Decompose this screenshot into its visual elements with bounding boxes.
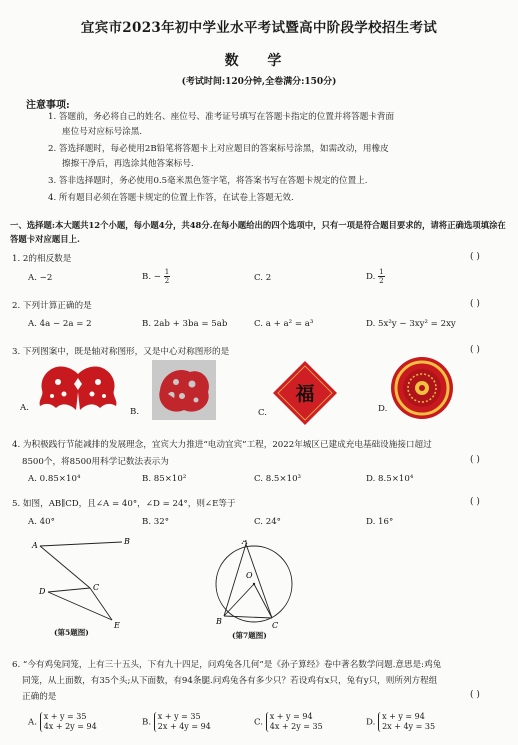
time-info: (考试时间:120分钟,全卷满分:150分)	[181, 77, 337, 87]
q2-option-b: B. 2ab + 3ba = 5ab	[142, 319, 228, 329]
notes-heading: 注意事项:	[26, 100, 70, 111]
q2-option-d: D. 5x²y − 3xy² = 2xy	[366, 319, 456, 329]
q6-option-d-system: x + y = 94 2x + 4y = 35	[378, 712, 435, 732]
q6-option-b-system: x + y = 35 2x + 4y = 94	[154, 712, 211, 732]
q4-option-b: B. 85×10²	[142, 474, 187, 484]
note-4: 4. 所有题目必须在答题卡规定的位置上作答，在试卷上答题无效.	[48, 193, 294, 203]
q5-option-d: D. 16°	[366, 517, 394, 527]
exam-title: 宜宾市2023年初中学业水平考试暨高中阶段学校招生考试	[80, 20, 438, 36]
q1-answer-paren: ( )	[470, 252, 480, 262]
q6-option-b	[142, 712, 211, 732]
q4-option-c: C. 8.5×10³	[254, 474, 301, 484]
q1-option-d-fraction: $\frac{1}{2}$	[379, 268, 384, 285]
q2-option-a: A. 4a − 2a = 2	[28, 319, 92, 329]
q6-option-a	[28, 712, 97, 732]
figure-q5-diagram	[28, 534, 138, 638]
q2-answer-paren: ( )	[470, 299, 480, 309]
q6-option-b-label: B.	[142, 717, 152, 728]
fu-character: 福	[295, 383, 315, 405]
subject-title: 数 学	[224, 53, 294, 69]
q3-option-b-label: B.	[130, 407, 140, 417]
q6-stem-line1: 6. “今有鸡兔同笼，上有三十五头，下有九十四足，问鸡兔各几何”是《孙子算经》卷中著名数学问题.意思是:鸡兔	[12, 660, 442, 670]
paper-cut-bats-image	[36, 362, 120, 416]
q4-option-d: D. 8.5×10⁴	[366, 474, 414, 484]
q3-option-d-label: D.	[378, 404, 388, 414]
point-d-label: D	[39, 587, 46, 596]
note-3: 3. 答非选择题时，务必使用0.5毫米黑色签字笔，将答案书写在答题卡规定的位置上.	[48, 176, 368, 186]
point-b-label: B	[124, 537, 130, 546]
q3-option-a-label: A.	[20, 403, 29, 413]
point-b-label-fig7: B	[216, 617, 222, 626]
q6-option-a-system: x + y = 35 4x + 2y = 94	[40, 712, 97, 732]
point-o-label: O	[246, 571, 253, 580]
q5-option-c: C. 24°	[254, 517, 281, 527]
section-1-heading: 一、选择题:本大题共12个小题，每小题4分，共48分.在每小题给出的四个选项中，只有一项是符合题目要求的，请将正确选项填涂在答题卡对应题目上.	[10, 220, 506, 244]
q3-stem: 3. 下列图案中，既是轴对称图形，又是中心对称图形的是	[12, 347, 230, 357]
q1-option-b	[142, 268, 170, 285]
q2-option-c: C. a + a² = a³	[254, 319, 314, 329]
point-c-label: C	[93, 583, 100, 592]
q5-stem: 5. 如图，AB∥CD，且∠A = 40°，∠D = 24°，则∠E等于	[12, 499, 236, 509]
note-1: 1. 答题前，务必将自己的姓名、座位号、准考证号填写在答题卡指定的位置并将答题卡背面	[48, 112, 395, 122]
paper-cut-flower-image	[152, 360, 216, 420]
note-1-cont: 座位号对应标号涂黑.	[62, 127, 143, 137]
round-pattern-image	[390, 356, 454, 420]
point-c-label-fig7: C	[272, 621, 279, 630]
q4-stem-line2: 8500个，将8500用科学记数法表示为	[22, 457, 169, 467]
q6-option-c	[254, 712, 323, 732]
q5-answer-paren: ( )	[470, 497, 480, 507]
q6-option-d-label: D.	[366, 717, 376, 728]
q6-option-c-label: C.	[254, 717, 264, 728]
q4-option-a: A. 0.85×10⁴	[28, 474, 81, 484]
q1-option-b-fraction: $\frac{1}{2}$	[164, 268, 170, 285]
q6-option-c-system: x + y = 94 4x + 2y = 35	[266, 712, 323, 732]
q6-option-d	[366, 712, 435, 732]
q6-option-a-label: A.	[28, 717, 37, 728]
note-2: 2. 答选择题时，每必使用2B铅笔将答题卡上对应题目的答案标号涂黑，如需改动，用橡皮	[48, 144, 389, 154]
q3-answer-paren: ( )	[470, 345, 480, 355]
q2-stem: 2. 下列计算正确的是	[12, 301, 92, 311]
q4-stem-line1: 4. 为积极践行节能减排的发展理念，宜宾大力推进“电动宜宾”工程，2022年城区已建成充电基础设施接口超过	[12, 440, 432, 450]
q6-answer-paren: ( )	[470, 690, 480, 700]
point-a-label-fig7: A	[242, 540, 248, 546]
q5-option-a: A. 40°	[28, 517, 55, 527]
q1-stem: 1. 2的相反数是	[12, 254, 72, 264]
q4-answer-paren: ( )	[470, 455, 480, 465]
q3-option-c-label: C.	[258, 408, 268, 418]
figure-q7-diagram	[206, 540, 302, 634]
note-2-cont: 擦擦干净后，再选涂其他答案标号.	[62, 159, 194, 169]
q1-option-a: A. −2	[28, 273, 53, 283]
q1-option-b-prefix: B. −	[142, 272, 161, 282]
point-e-label: E	[114, 621, 120, 630]
q1-option-d	[366, 268, 385, 285]
q1-option-c: C. 2	[254, 273, 272, 283]
point-a-label: A	[32, 541, 38, 550]
fu-character-diamond-image	[272, 360, 338, 426]
q5-option-b: B. 32°	[142, 517, 170, 527]
q1-option-d-prefix: D.	[366, 272, 376, 282]
q6-stem-line3: 正确的是	[22, 692, 57, 702]
figure-q5-caption: (第5题图)	[54, 628, 89, 637]
figure-q7-caption: (第7题图)	[232, 631, 267, 640]
q6-stem-line2: 同笼，从上面数，有35个头;从下面数，有94条腿.问鸡兔各有多少只？若设鸡有x只，兔有y只，则所列方程组	[22, 676, 438, 686]
